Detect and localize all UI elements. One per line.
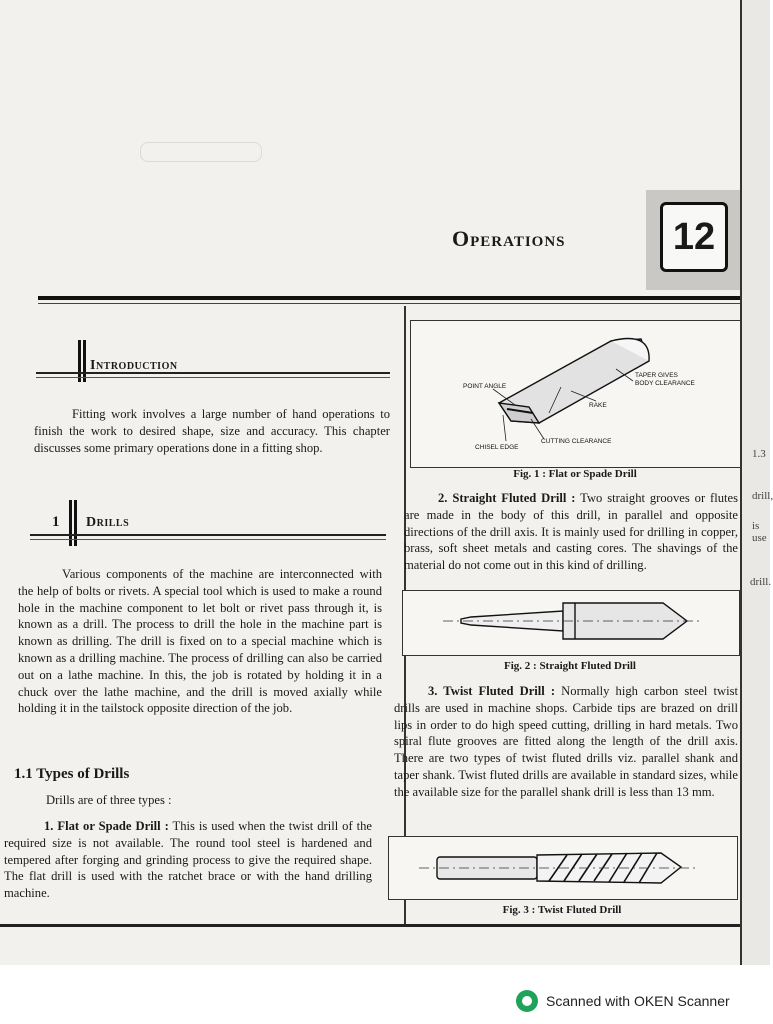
fig3-drill-illustration (389, 837, 737, 899)
fig1-drill-illustration (411, 321, 745, 467)
fig1-label-rake: RAKE (589, 402, 607, 409)
footer-rule (0, 924, 740, 927)
header-rule (38, 296, 740, 300)
drills-paragraph: Various components of the machine are interconnected with the help of bolts or rivets. A special tool which is used to make a round hole in the machine component to let bolt or rivet pass through it, is known as a drill. The process to drill the hole in the machine part is known as drilling. The drill is fixed on to a special machine which is known as a drilling machine. The process of drilling can also be carried out on a lathe machine. In this, the job is rotated by holding it in a chuck over the lathe machine, and the drill is moved axially while holding it in the tailstock opposite direction of the job. (18, 567, 382, 716)
intro-heading-mark-2 (83, 340, 86, 382)
fig2-caption: Fig. 2 : Straight Fluted Drill (504, 660, 636, 672)
flat-drill-text: This is used when the twist drill of the required size is not available. The round tool steel is hardened and tempered after forging and grinding process to give the required shape. The flat drill is used with the ratchet brace or with the hand drilling machine. (4, 819, 372, 901)
margin-text-4: drill. (750, 576, 772, 588)
scanner-watermark (516, 990, 730, 1012)
drills-heading-rule-thin (30, 539, 386, 540)
twist-drill-title: 3. Twist Fluted Drill : (428, 684, 556, 698)
next-page-edge (740, 0, 773, 965)
chapter-title: Operations (452, 226, 566, 251)
straight-drill-title: 2. Straight Fluted Drill : (438, 491, 576, 505)
intro-heading: Introduction (90, 358, 178, 373)
straight-drill-text: Two straight grooves or flutes are made in the body of this drill, in parallel and opposite directions of the drill axis. It is mainly used for drilling in copper, brass, soft sheet metals and casting cores. The shavings of the material do not come out in this kind of drilling. (404, 491, 739, 573)
drills-section-number: 1 (52, 514, 60, 530)
fig1-label-taper-1: TAPER GIVES (635, 372, 678, 379)
types-intro: Drills are of three types : (46, 793, 172, 807)
faded-bleedthrough (140, 142, 262, 162)
types-heading: 1.1 Types of Drills (14, 766, 130, 782)
fig2-frame (402, 590, 740, 656)
intro-heading-rule-thin (36, 377, 390, 378)
scanner-logo-icon (516, 990, 538, 1012)
fig2-drill-illustration (403, 591, 739, 655)
twist-drill-text: Normally high carbon steel twist drills are used in machine shops. Carbide tips are brazed on drill lips in order to do high speed cutting, drilling in hard metals. Two spiral flute grooves are fitted along the length of the drill axis. There are two types of twist fluted drills viz. parallel shank and taper shank. Twist fluted drills are available in standard sizes, while the available size for the parallel shank drill is less than 13 mm. (394, 684, 738, 799)
fig1-label-cutting-clearance: CUTTING CLEARANCE (541, 438, 612, 445)
fig1-label-chisel-edge: CHISEL EDGE (475, 444, 519, 451)
margin-text-2: drill, (752, 490, 773, 502)
margin-text-1: 1.3 (752, 448, 766, 460)
twist-drill-paragraph (394, 683, 738, 801)
margin-text-3: is use (752, 520, 767, 544)
chapter-number: 12 (660, 202, 728, 272)
straight-drill-paragraph (404, 490, 738, 574)
fig3-frame (388, 836, 738, 900)
flat-drill-title: 1. Flat or Spade Drill : (44, 819, 169, 833)
header-rule-thin (38, 303, 740, 304)
drills-heading-rule (30, 534, 386, 536)
fig1-frame (410, 320, 746, 468)
fig3-caption: Fig. 3 : Twist Fluted Drill (502, 904, 622, 916)
scanner-text: Scanned with OKEN Scanner (546, 993, 730, 1009)
drills-heading: Drills (86, 515, 130, 530)
intro-paragraph: Fitting work involves a large number of hand operations to finish the work to desired shape, size and accuracy. This chapter discusses some primary operations done in a fitting shop. (34, 407, 390, 455)
flat-drill-paragraph (4, 818, 372, 902)
intro-heading-mark (78, 340, 81, 382)
fig1-caption: Fig. 1 : Flat or Spade Drill (513, 468, 637, 480)
fig1-label-taper-2: BODY CLEARANCE (635, 380, 695, 387)
fig1-label-point-angle: POINT ANGLE (463, 383, 507, 390)
